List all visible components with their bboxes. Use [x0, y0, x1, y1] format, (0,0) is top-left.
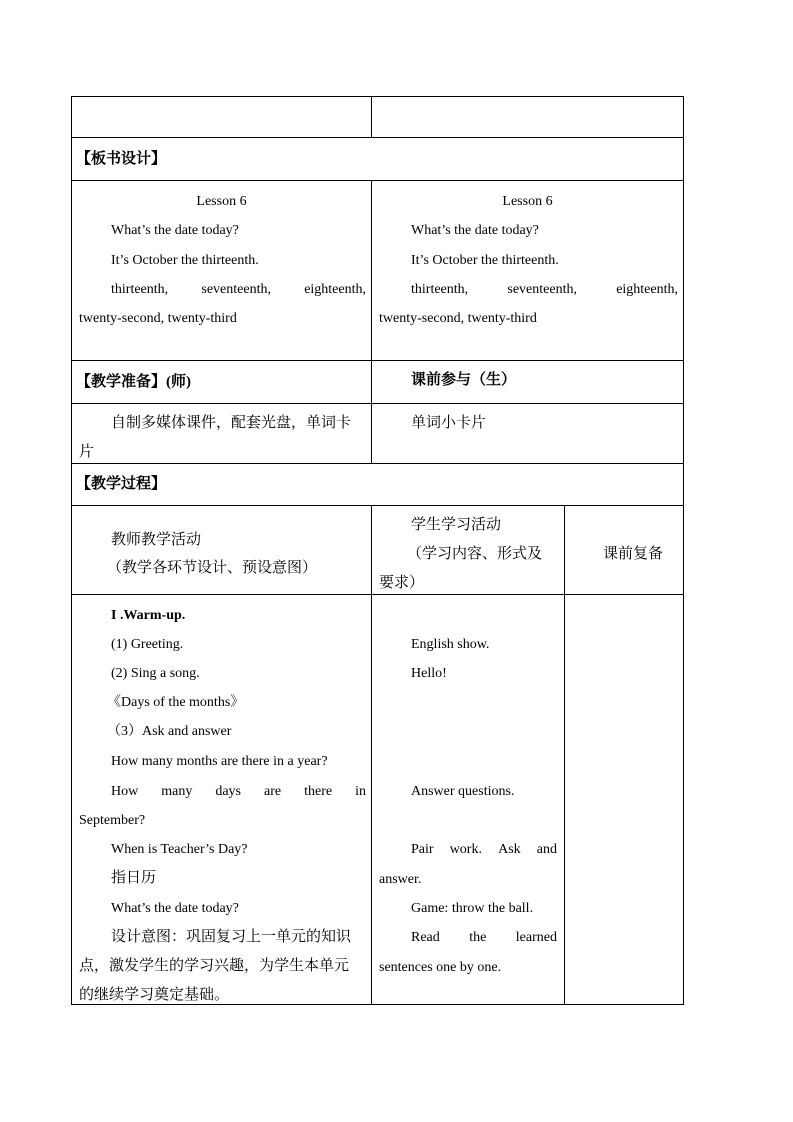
- word: are: [264, 784, 282, 799]
- row-border: [71, 594, 684, 595]
- row-border: [71, 403, 684, 404]
- col-border: [371, 505, 372, 1005]
- answer-questions: Answer questions.: [411, 784, 515, 799]
- point-calendar: 指日历: [111, 870, 157, 886]
- word: eighteenth,: [304, 282, 366, 297]
- answer-line: It’s October the thirteenth.: [411, 253, 559, 268]
- word: Read: [411, 930, 440, 945]
- student-prep-header: 课前参与（生）: [411, 372, 517, 388]
- word: there: [304, 784, 333, 799]
- teacher-prep-text: 自制多媒体课件，配套光盘，单词卡: [111, 415, 352, 431]
- pair-work-cont: answer.: [379, 872, 422, 887]
- row-border: [71, 1004, 684, 1005]
- row-border: [71, 180, 684, 181]
- ordinal-words-cont: twenty-second, twenty-third: [79, 311, 237, 326]
- english-show: English show.: [411, 637, 490, 652]
- board-design-header: 【板书设计】: [76, 151, 167, 167]
- student-activity-title: 学生学习活动: [411, 517, 502, 533]
- word: Ask: [498, 842, 521, 857]
- word: in: [355, 784, 366, 799]
- hello: Hello!: [411, 666, 447, 681]
- word: many: [161, 784, 193, 799]
- word: and: [536, 842, 557, 857]
- question-teachers-day: When is Teacher’s Day?: [111, 842, 248, 857]
- word: thirteenth,: [411, 282, 469, 297]
- lesson-title: Lesson 6: [196, 194, 247, 209]
- col-border: [371, 180, 372, 464]
- warmup-heading: I .Warm-up.: [111, 608, 186, 623]
- row-border: [71, 137, 684, 138]
- word: the: [469, 930, 487, 945]
- prep-review-title: 课前复备: [603, 546, 664, 562]
- question-days: [111, 783, 366, 801]
- col-border: [564, 505, 565, 1005]
- lesson-title: Lesson 6: [502, 194, 553, 209]
- ordinal-words: [111, 281, 366, 299]
- word: days: [215, 784, 242, 799]
- read-sentences: [411, 929, 557, 947]
- process-header: 【教学过程】: [76, 476, 167, 492]
- col-border: [683, 96, 684, 1005]
- pair-work: [411, 841, 557, 859]
- teacher-prep-header-bracket: 【教学准备】: [76, 374, 167, 390]
- word: How: [111, 784, 139, 799]
- word: eighteenth,: [616, 282, 678, 297]
- answer-line: It’s October the thirteenth.: [111, 253, 259, 268]
- ordinal-words: [411, 281, 678, 299]
- step-greeting: (1) Greeting.: [111, 637, 184, 652]
- word: learned: [515, 930, 557, 945]
- step-sing: (2) Sing a song.: [111, 666, 200, 681]
- question-date: What’s the date today?: [111, 901, 239, 916]
- question-days-cont: September?: [79, 813, 146, 828]
- row-border: [71, 463, 684, 464]
- student-activity-subtitle-cont: 要求）: [379, 575, 425, 591]
- teacher-activity-title: 教师教学活动: [111, 532, 202, 548]
- ordinal-words-cont: twenty-second, twenty-third: [379, 311, 537, 326]
- student-prep-text: 单词小卡片: [411, 415, 487, 431]
- teacher-activity-subtitle: （教学各环节设计、预设意图）: [107, 560, 318, 576]
- row-border: [71, 96, 684, 97]
- question-line: What’s the date today?: [111, 223, 239, 238]
- col-border: [71, 96, 72, 1005]
- question-line: What’s the date today?: [411, 223, 539, 238]
- word: Pair: [411, 842, 434, 857]
- teacher-prep-header: [76, 373, 191, 391]
- design-intent-end: 的继续学习奠定基础。: [79, 987, 230, 1003]
- question-months: How many months are there in a year?: [111, 754, 328, 769]
- game: Game: throw the ball.: [411, 901, 534, 916]
- song-title: 《Days of the months》: [107, 695, 245, 710]
- step-ask: （3）Ask and answer: [107, 724, 232, 739]
- word: thirteenth,: [111, 282, 169, 297]
- word: seventeenth,: [201, 282, 271, 297]
- word: seventeenth,: [507, 282, 577, 297]
- teacher-prep-text-cont: 片: [79, 444, 95, 460]
- read-sentences-cont: sentences one by one.: [379, 960, 502, 975]
- row-border: [71, 505, 684, 506]
- design-intent-cont: 点，激发学生的学习兴趣，为学生本单元: [79, 958, 350, 974]
- teacher-prep-header-role: (师): [166, 374, 192, 390]
- design-intent: 设计意图：巩固复习上一单元的知识: [111, 929, 352, 945]
- row-border: [71, 360, 684, 361]
- word: work.: [449, 842, 482, 857]
- col-border: [371, 96, 372, 138]
- student-activity-subtitle: （学习内容、形式及: [407, 546, 543, 562]
